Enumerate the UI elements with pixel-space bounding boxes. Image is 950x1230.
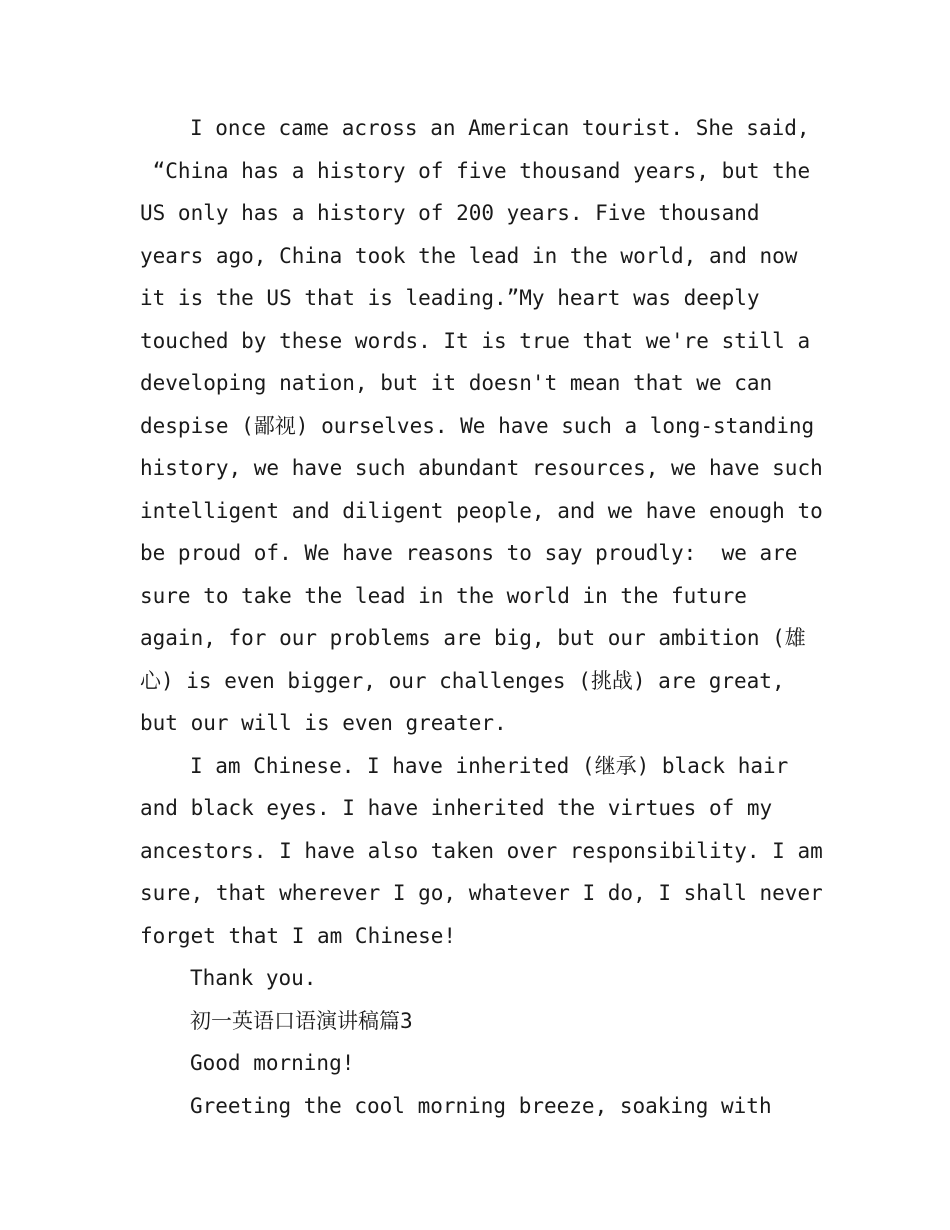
text-line: intelligent and diligent people, and we have enough to <box>140 498 823 523</box>
text-line: and black eyes. I have inherited the virtues of my <box>140 796 773 820</box>
section-heading: 初一英语口语演讲稿篇3 <box>190 1008 413 1033</box>
text-line: 心) is even bigger, our challenges (挑战) are great, <box>140 668 785 693</box>
text-line: I am Chinese. I have inherited (继承) black hair <box>190 753 789 778</box>
text-line: developing nation, but it doesn't mean that we can <box>140 371 773 395</box>
text-line: Good morning! <box>190 1051 355 1075</box>
text-line: ancestors. I have also taken over responsibility. I am <box>140 838 823 863</box>
text-line: “China has a history of five thousand years, but the <box>140 158 811 183</box>
text-line: sure, that wherever I go, whatever I do, I shall never <box>140 881 823 905</box>
text-line: I once came across an American tourist. She said, <box>190 116 810 140</box>
text-line: touched by these words. It is true that we're still a <box>140 328 811 353</box>
text-line: be proud of. We have reasons to say proudly: we are <box>140 541 798 565</box>
text-line: but our will is even greater. <box>140 711 507 735</box>
document-body <box>140 107 823 1127</box>
text-line: forget that I am Chinese! <box>140 923 457 948</box>
text-line: again, for our problems are big, but our ambition (雄 <box>140 626 806 650</box>
text-line: sure to take the lead in the world in the future <box>140 583 747 608</box>
text-line: years ago, China took the lead in the world, and now <box>140 243 798 268</box>
text-line: it is the US that is leading.”My heart was deeply <box>140 286 760 310</box>
text-line: despise (鄙视) ourselves. We have such a long-standing <box>140 413 815 438</box>
text-line: Thank you. <box>190 966 317 990</box>
text-line: US only has a history of 200 years. Five thousand <box>140 201 760 225</box>
text-line: history, we have such abundant resources, we have such <box>140 456 823 480</box>
text-line: Greeting the cool morning breeze, soaking with <box>190 1093 772 1118</box>
